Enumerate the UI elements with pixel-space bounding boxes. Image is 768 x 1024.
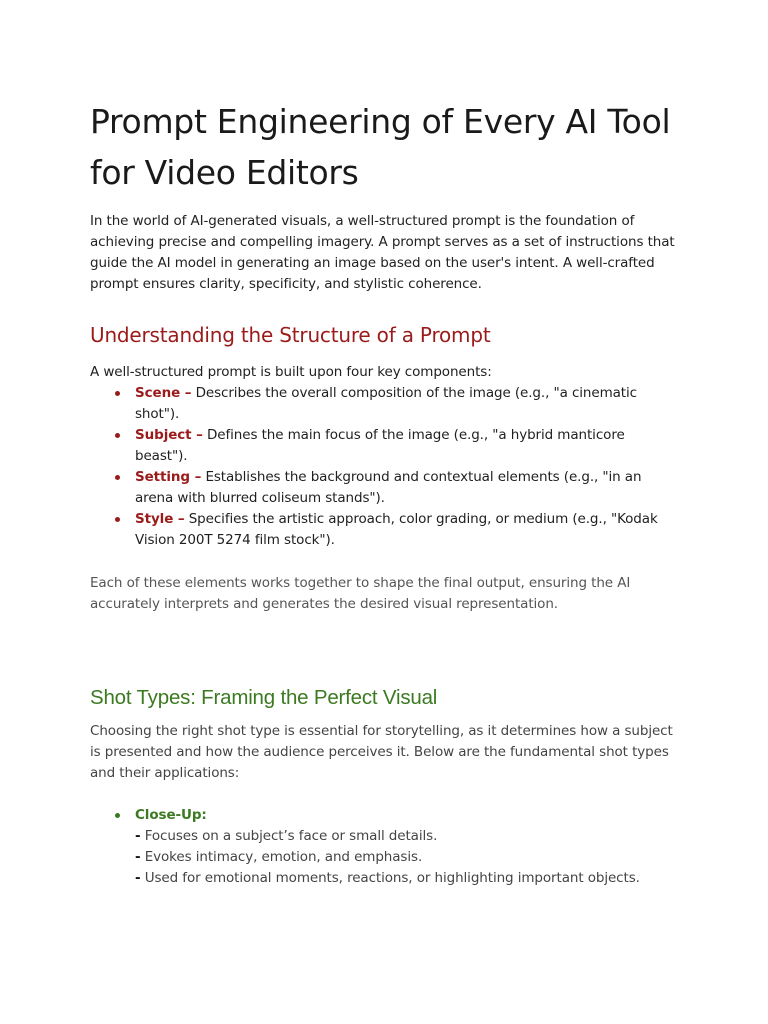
close-up-text-1: Focuses on a subject’s face or small details. (140, 828, 438, 844)
structure-lead: A well-structured prompt is built upon four key components: (90, 364, 492, 380)
shot-types-heading: Shot Types: Framing the Perfect Visual (90, 686, 438, 709)
dash-mark: - (135, 849, 141, 865)
term-setting: Setting – (135, 469, 202, 485)
page-title: Prompt Engineering of Every AI Tool for Video Editors (90, 102, 671, 192)
list-item-setting (135, 467, 678, 509)
term-scene: Scene – (135, 385, 192, 401)
close-up-line-1 (135, 826, 678, 847)
shot-types-lead: Choosing the right shot type is essential for storytelling, as it determines how a subject is presented and how the audience perceives it. Below are the fundamental shot types and their applications: (90, 723, 673, 781)
list-item-scene (135, 383, 678, 425)
close-up-line-3 (135, 868, 678, 889)
shot-types-list (90, 805, 678, 889)
components-list (90, 383, 678, 551)
desc-subject: Defines the main focus of the image (e.g., "a hybrid manticore beast"). (135, 427, 625, 464)
structure-heading: Understanding the Structure of a Prompt (90, 323, 491, 347)
intro-paragraph: In the world of AI-generated visuals, a well-structured prompt is the foundation of achieving precise and compelling imagery. A prompt serves as a set of instructions that guide the AI model in generating an image based on the user's intent. A well-crafted prompt ensures clarity, specificity, and stylistic coherence. (90, 213, 675, 292)
term-style: Style – (135, 511, 185, 527)
structure-summary: Each of these elements works together to shape the final output, ensuring the AI accurately interprets and generates the desired visual representation. (90, 575, 631, 612)
list-item-style (135, 509, 678, 551)
list-item-close-up (135, 805, 678, 889)
close-up-text-2: Evokes intimacy, emotion, and emphasis. (140, 849, 423, 865)
dash-mark: - (135, 870, 141, 886)
desc-scene: Describes the overall composition of the image (e.g., "a cinematic shot"). (135, 385, 637, 422)
desc-style: Specifies the artistic approach, color grading, or medium (e.g., "Kodak Vision 200T 5274 film stock"). (135, 511, 658, 548)
desc-setting: Establishes the background and contextual elements (e.g., "in an arena with blurred coliseum stands"). (135, 469, 642, 506)
close-up-line-2 (135, 847, 678, 868)
list-item-subject (135, 425, 678, 467)
close-up-text-3: Used for emotional moments, reactions, or highlighting important objects. (140, 870, 640, 886)
term-close-up: Close-Up: (135, 807, 207, 823)
term-subject: Subject – (135, 427, 203, 443)
dash-mark: - (135, 828, 141, 844)
